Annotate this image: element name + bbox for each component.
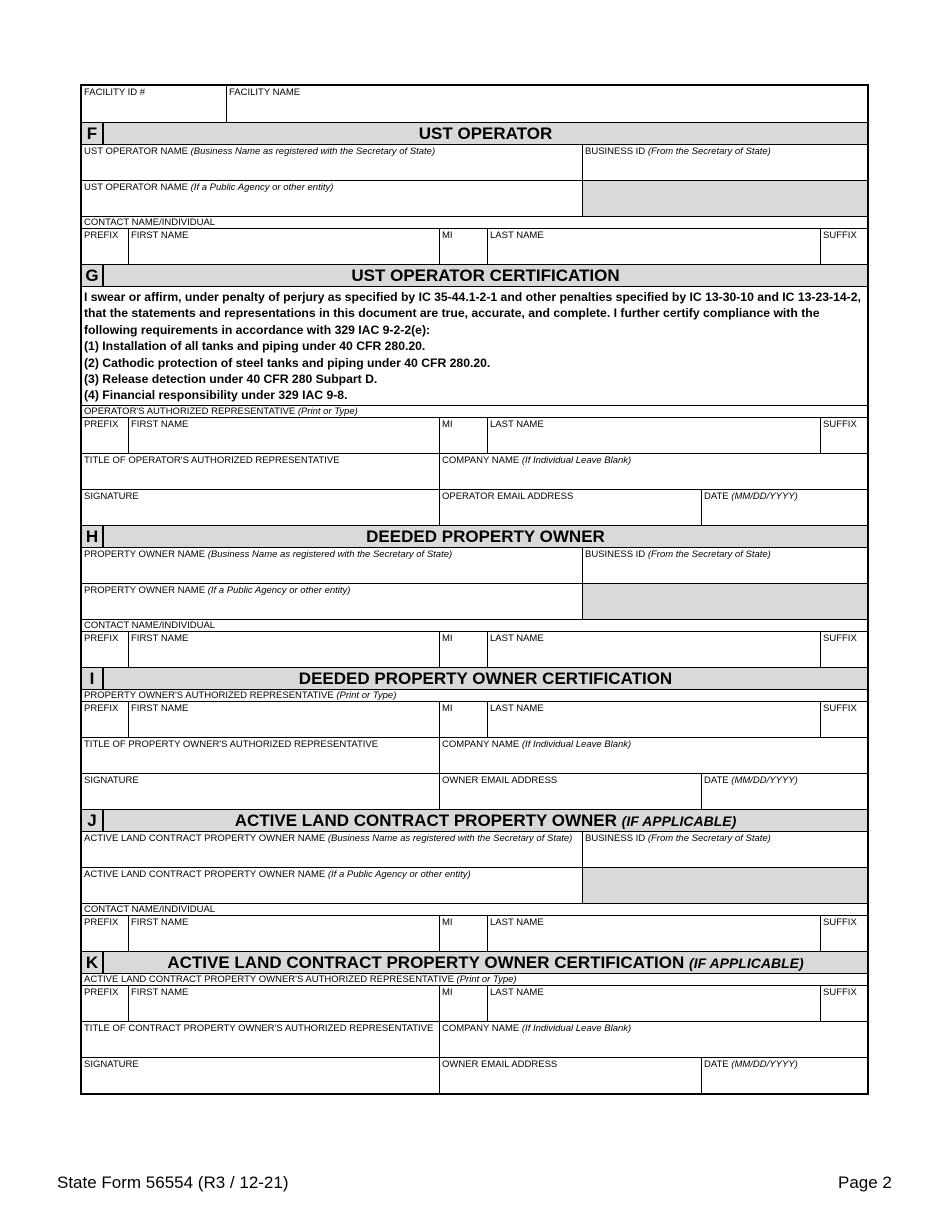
field-note: (From the Secretary of State) bbox=[647, 548, 771, 560]
last-name-field[interactable] bbox=[488, 916, 821, 951]
last-name-field[interactable] bbox=[488, 418, 821, 453]
owner-business-id-field[interactable] bbox=[583, 548, 867, 583]
operator-agency-name-field[interactable] bbox=[82, 181, 583, 216]
field-label: SIGNATURE bbox=[84, 490, 139, 502]
field-label: ACTIVE LAND CONTRACT PROPERTY OWNER NAME bbox=[84, 868, 326, 880]
field-label: ACTIVE LAND CONTRACT PROPERTY OWNER NAME bbox=[84, 832, 326, 844]
suffix-field[interactable] bbox=[821, 986, 867, 1021]
mi-field[interactable] bbox=[440, 632, 488, 667]
suffix-field[interactable] bbox=[821, 418, 867, 453]
signature-row bbox=[82, 1058, 867, 1093]
operator-business-id-field[interactable] bbox=[583, 145, 867, 180]
field-label: SIGNATURE bbox=[84, 1058, 139, 1070]
first-name-field[interactable] bbox=[129, 632, 440, 667]
owner-agency-name-field[interactable] bbox=[82, 584, 583, 619]
first-name-field[interactable] bbox=[129, 229, 440, 264]
section-letter: I bbox=[82, 668, 104, 689]
field-label: COMPANY NAME bbox=[442, 1022, 520, 1034]
contract-owner-agency-name-field[interactable] bbox=[82, 868, 583, 903]
first-name-field[interactable] bbox=[129, 418, 440, 453]
field-label: COMPANY NAME bbox=[442, 454, 520, 466]
field-note: (MM/DD/YYYY) bbox=[731, 774, 798, 786]
field-note: (If Individual Leave Blank) bbox=[521, 738, 632, 750]
field-note: (Print or Type) bbox=[456, 973, 517, 985]
section-k-header bbox=[82, 952, 867, 974]
signature-field[interactable] bbox=[82, 1058, 440, 1093]
field-label: UST OPERATOR NAME bbox=[84, 146, 188, 157]
owner-email-field[interactable] bbox=[440, 1058, 702, 1093]
cert-item: (3) Release detection under 40 CFR 280 Subpart D. bbox=[84, 372, 378, 387]
prefix-field[interactable] bbox=[82, 916, 129, 951]
owner-business-row bbox=[82, 548, 867, 584]
field-label: PREFIX bbox=[84, 986, 119, 998]
facility-name-field[interactable] bbox=[227, 86, 867, 122]
field-label: MI bbox=[442, 702, 453, 714]
contract-owner-business-row bbox=[82, 832, 867, 868]
rep-title-field[interactable] bbox=[82, 454, 440, 489]
shaded-cell bbox=[583, 868, 867, 903]
section-title: DEEDED PROPERTY OWNER CERTIFICATION bbox=[298, 668, 673, 688]
mi-field[interactable] bbox=[440, 916, 488, 951]
field-label: BUSINESS ID bbox=[585, 548, 646, 560]
field-label: LAST NAME bbox=[490, 916, 544, 928]
prefix-field[interactable] bbox=[82, 702, 129, 737]
field-note: (If a Public Agency or other entity) bbox=[207, 584, 351, 596]
contract-owner-business-name-field[interactable] bbox=[82, 832, 583, 867]
contract-owner-agency-row bbox=[82, 868, 867, 904]
last-name-field[interactable] bbox=[488, 702, 821, 737]
certification-statement bbox=[82, 287, 867, 406]
name-row bbox=[82, 418, 867, 454]
field-label: MI bbox=[442, 230, 453, 241]
field-label: LAST NAME bbox=[490, 702, 544, 714]
field-label: SUFFIX bbox=[823, 916, 857, 928]
suffix-field[interactable] bbox=[821, 229, 867, 264]
field-label: LAST NAME bbox=[490, 418, 544, 430]
section-title-text: ACTIVE LAND CONTRACT PROPERTY OWNER bbox=[234, 810, 617, 830]
facility-id-label: FACILITY ID # bbox=[84, 87, 146, 98]
contact-label: CONTACT NAME/INDIVIDUAL bbox=[82, 217, 867, 229]
field-note: (From the Secretary of State) bbox=[647, 146, 771, 157]
field-note: (Business Name as registered with the Secretary of State) bbox=[207, 548, 453, 560]
owner-business-name-field[interactable] bbox=[82, 548, 583, 583]
field-label: MI bbox=[442, 916, 453, 928]
field-label: BUSINESS ID bbox=[585, 832, 646, 844]
section-title bbox=[104, 952, 867, 973]
prefix-field[interactable] bbox=[82, 418, 129, 453]
field-label: LAST NAME bbox=[490, 986, 544, 998]
title-company-row bbox=[82, 738, 867, 774]
field-label: PROPERTY OWNER NAME bbox=[84, 548, 206, 560]
rep-title-field[interactable] bbox=[82, 738, 440, 773]
first-name-field[interactable] bbox=[129, 916, 440, 951]
field-note: (If a Public Agency or other entity) bbox=[327, 868, 471, 880]
date-field[interactable] bbox=[702, 490, 867, 525]
shaded-cell bbox=[583, 584, 867, 619]
facility-name-label: FACILITY NAME bbox=[229, 87, 301, 98]
cert-item: (4) Financial responsibility under 329 IAC 9-8. bbox=[84, 388, 348, 403]
section-title-text: ACTIVE LAND CONTRACT PROPERTY OWNER CERTIFICATION bbox=[167, 952, 685, 972]
first-name-field[interactable] bbox=[129, 702, 440, 737]
mi-field[interactable] bbox=[440, 229, 488, 264]
field-label: OWNER EMAIL ADDRESS bbox=[442, 774, 558, 786]
field-label: FIRST NAME bbox=[131, 986, 189, 998]
field-note: (MM/DD/YYYY) bbox=[731, 1058, 798, 1070]
signature-field[interactable] bbox=[82, 490, 440, 525]
contact-label: CONTACT NAME/INDIVIDUAL bbox=[82, 620, 867, 632]
field-label: MI bbox=[442, 632, 453, 644]
field-label: PREFIX bbox=[84, 916, 119, 928]
section-g-header bbox=[82, 265, 867, 287]
form-page bbox=[80, 84, 869, 1095]
operator-email-field[interactable] bbox=[440, 490, 702, 525]
field-label: OWNER EMAIL ADDRESS bbox=[442, 1058, 558, 1070]
field-label: PROPERTY OWNER'S AUTHORIZED REPRESENTATIVE bbox=[84, 689, 334, 701]
field-label: SUFFIX bbox=[823, 418, 857, 430]
rep-label bbox=[82, 690, 867, 702]
rep-title-field[interactable] bbox=[82, 1022, 440, 1057]
field-label: FIRST NAME bbox=[131, 916, 189, 928]
title-company-row bbox=[82, 1022, 867, 1058]
field-label: LAST NAME bbox=[490, 632, 544, 644]
section-letter: K bbox=[82, 952, 104, 973]
section-letter: J bbox=[82, 810, 104, 831]
facility-row bbox=[82, 86, 867, 123]
field-note: (Business Name as registered with the Secretary of State) bbox=[327, 832, 573, 844]
field-label: MI bbox=[442, 986, 453, 998]
section-f-header bbox=[82, 123, 867, 145]
cert-item: (1) Installation of all tanks and piping under 40 CFR 280.20. bbox=[84, 339, 426, 354]
suffix-field[interactable] bbox=[821, 916, 867, 951]
section-i-header bbox=[82, 668, 867, 690]
prefix-field[interactable] bbox=[82, 632, 129, 667]
facility-id-field[interactable] bbox=[82, 86, 227, 122]
field-label: BUSINESS ID bbox=[585, 146, 646, 157]
field-label: SUFFIX bbox=[823, 702, 857, 714]
field-note: (From the Secretary of State) bbox=[647, 832, 771, 844]
field-label: LAST NAME bbox=[490, 230, 544, 241]
owner-email-field[interactable] bbox=[440, 774, 702, 809]
field-label: PREFIX bbox=[84, 418, 119, 430]
field-label: SIGNATURE bbox=[84, 774, 139, 786]
section-letter: G bbox=[82, 265, 104, 286]
operator-business-name-field[interactable] bbox=[82, 145, 583, 180]
field-label: PROPERTY OWNER NAME bbox=[84, 584, 206, 596]
date-field[interactable] bbox=[702, 774, 867, 809]
section-j-header bbox=[82, 810, 867, 832]
signature-field[interactable] bbox=[82, 774, 440, 809]
operator-agency-row bbox=[82, 181, 867, 217]
operator-business-row bbox=[82, 145, 867, 181]
field-label: FIRST NAME bbox=[131, 702, 189, 714]
field-label: MI bbox=[442, 418, 453, 430]
page-number: Page 2 bbox=[838, 1173, 892, 1192]
field-label: FIRST NAME bbox=[131, 632, 189, 644]
name-row bbox=[82, 986, 867, 1022]
field-note: (If Individual Leave Blank) bbox=[521, 1022, 632, 1034]
field-label: UST OPERATOR NAME bbox=[84, 182, 188, 193]
title-company-row bbox=[82, 454, 867, 490]
prefix-field[interactable] bbox=[82, 229, 129, 264]
rep-label bbox=[82, 406, 867, 418]
suffix-field[interactable] bbox=[821, 702, 867, 737]
field-label: ACTIVE LAND CONTRACT PROPERTY OWNER'S AUTHORIZED REPRESENTATIVE bbox=[84, 973, 454, 985]
shaded-cell bbox=[583, 181, 867, 216]
field-label: PREFIX bbox=[84, 702, 119, 714]
section-title: UST OPERATOR bbox=[418, 124, 553, 143]
field-label: PREFIX bbox=[84, 230, 119, 241]
section-letter: F bbox=[82, 123, 104, 144]
company-name-field[interactable] bbox=[440, 454, 867, 489]
field-note: (MM/DD/YYYY) bbox=[731, 490, 798, 502]
last-name-field[interactable] bbox=[488, 986, 821, 1021]
field-label: FIRST NAME bbox=[131, 418, 189, 430]
section-title-note: (IF APPLICABLE) bbox=[621, 812, 737, 829]
form-id: State Form 56554 (R3 / 12-21) bbox=[57, 1173, 289, 1192]
name-row bbox=[82, 632, 867, 668]
cert-paragraph: I swear or affirm, under penalty of perjury as specified by IC 35-44.1-2-1 and other penalties specified by IC 13-30-10 and IC 13-23-14-2, that the statements and representations in this document are true, accurate, and complete. I further certify compliance with the following requirements in accordance with 329 IAC 9-2-2(e): bbox=[84, 290, 861, 337]
mi-field[interactable] bbox=[440, 702, 488, 737]
field-note: (If Individual Leave Blank) bbox=[521, 454, 632, 466]
date-field[interactable] bbox=[702, 1058, 867, 1093]
field-label: TITLE OF OPERATOR'S AUTHORIZED REPRESENTATIVE bbox=[84, 454, 340, 466]
field-label: DATE bbox=[704, 1058, 729, 1070]
field-note: (Print or Type) bbox=[336, 689, 397, 701]
section-title: DEEDED PROPERTY OWNER bbox=[366, 526, 605, 546]
field-label: COMPANY NAME bbox=[442, 738, 520, 750]
contact-label: CONTACT NAME/INDIVIDUAL bbox=[82, 904, 867, 916]
field-label: DATE bbox=[704, 490, 729, 502]
owner-agency-row bbox=[82, 584, 867, 620]
field-label: TITLE OF CONTRACT PROPERTY OWNER'S AUTHORIZED REPRESENTATIVE bbox=[84, 1022, 434, 1034]
name-row bbox=[82, 702, 867, 738]
field-label: SUFFIX bbox=[823, 986, 857, 998]
signature-row bbox=[82, 774, 867, 810]
section-h-header bbox=[82, 526, 867, 548]
name-row bbox=[82, 229, 867, 265]
cert-item: (2) Cathodic protection of steel tanks and piping under 40 CFR 280.20. bbox=[84, 355, 491, 370]
field-note: (Print or Type) bbox=[297, 405, 358, 417]
name-row bbox=[82, 916, 867, 952]
field-label: DATE bbox=[704, 774, 729, 786]
rep-label bbox=[82, 974, 867, 986]
section-title: UST OPERATOR CERTIFICATION bbox=[351, 266, 620, 285]
mi-field[interactable] bbox=[440, 418, 488, 453]
field-label: TITLE OF PROPERTY OWNER'S AUTHORIZED REPRESENTATIVE bbox=[84, 738, 379, 750]
contract-owner-business-id-field[interactable] bbox=[583, 832, 867, 867]
field-note: (Business Name as registered with the Secretary of State) bbox=[190, 146, 436, 157]
field-label: OPERATOR EMAIL ADDRESS bbox=[442, 490, 574, 502]
field-note: (If a Public Agency or other entity) bbox=[190, 182, 334, 193]
field-label: SUFFIX bbox=[823, 230, 857, 241]
company-name-field[interactable] bbox=[440, 738, 867, 773]
company-name-field[interactable] bbox=[440, 1022, 867, 1057]
suffix-field[interactable] bbox=[821, 632, 867, 667]
prefix-field[interactable] bbox=[82, 986, 129, 1021]
last-name-field[interactable] bbox=[488, 632, 821, 667]
mi-field[interactable] bbox=[440, 986, 488, 1021]
field-label: SUFFIX bbox=[823, 632, 857, 644]
section-title-note: (IF APPLICABLE) bbox=[689, 954, 804, 971]
signature-row bbox=[82, 490, 867, 526]
last-name-field[interactable] bbox=[488, 229, 821, 264]
section-letter: H bbox=[82, 526, 104, 547]
field-label: FIRST NAME bbox=[131, 230, 189, 241]
field-label: OPERATOR'S AUTHORIZED REPRESENTATIVE bbox=[84, 405, 296, 417]
field-label: PREFIX bbox=[84, 632, 119, 644]
first-name-field[interactable] bbox=[129, 986, 440, 1021]
section-title bbox=[104, 810, 867, 831]
